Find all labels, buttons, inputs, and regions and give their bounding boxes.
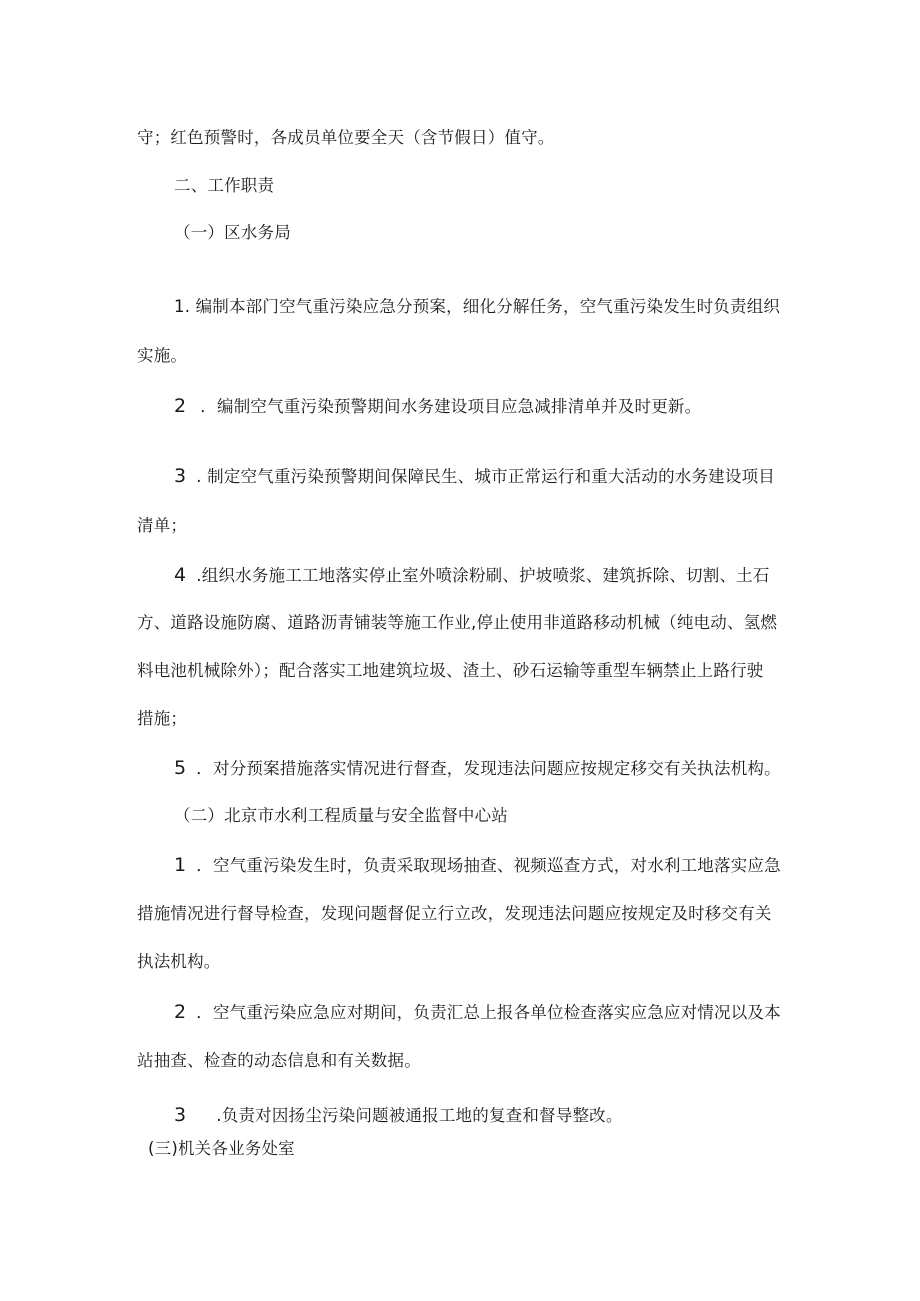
list-item-number: 5: [174, 757, 187, 779]
list-item-text: . 编制本部门空气重污染应急分预案，细化分解任务，空气重污染发生时负责组织: [184, 297, 781, 316]
list-item-number: 1: [174, 297, 185, 316]
list-item-number: 2: [174, 395, 187, 417]
list-item-number-line: [174, 465, 775, 488]
list-item-text: .负责对因扬尘污染问题被通报工地的复查和督导整改。: [216, 1106, 623, 1125]
list-item-number-line: [174, 854, 781, 877]
list-item-continuation: 执法机构。: [137, 952, 221, 971]
list-item-number-line: [174, 757, 781, 780]
list-item-number-line: [174, 1001, 781, 1024]
list-item-text: ．对分预案措施落实情况进行督查，发现违法问题应按规定移交有关执法机构。: [196, 759, 781, 778]
paragraph-line: 守；红色预警时，各成员单位要全天（含节假日）值守。: [137, 128, 555, 147]
list-item-number-line: [174, 1104, 623, 1127]
list-item-continuation: 措施情况进行督导检查，发现问题督促立行立改，发现违法问题应按规定及时移交有关: [137, 904, 772, 923]
list-item-number: 3: [174, 465, 187, 487]
list-item-number: 2: [174, 1001, 187, 1023]
list-item-text: .组织水务施工工地落实停止室外喷涂粉刷、护坡喷浆、建筑拆除、切割、土石: [196, 566, 770, 585]
list-item-continuation: 措施；: [137, 709, 188, 728]
list-item-continuation: 站抽查、检查的动态信息和有关数据。: [137, 1051, 421, 1070]
list-item-text: . 制定空气重污染预警期间保障民生、城市正常运行和重大活动的水务建设项目: [196, 467, 775, 486]
subsection-heading: （一）区水务局: [174, 223, 291, 242]
list-item-text: ．编制空气重污染预警期间水务建设项目应急减排清单并及时更新。: [200, 397, 702, 416]
list-item-continuation: 料电池机械除外）；配合落实工地建筑垃圾、渣土、砂石运输等重型车辆禁止上路行驶: [137, 661, 764, 680]
list-item-continuation: 方、道路设施防腐、道路沥青铺装等施工作业,停止使用非道路移动机械（纯电动、氢燃: [137, 613, 778, 632]
list-item-continuation: 实施。: [137, 346, 188, 365]
list-item-number-line: [174, 395, 701, 418]
list-item-number-line: [174, 296, 780, 318]
list-item-text: ．空气重污染应急应对期间，负责汇总上报各单位检查落实应急应对情况以及本: [196, 1003, 781, 1022]
section-heading: 二、工作职责: [174, 176, 275, 195]
subsection-heading: (三)机关各业务处室: [148, 1139, 295, 1158]
list-item-number-line: [174, 564, 770, 587]
list-item-continuation: 清单；: [137, 516, 188, 535]
list-item-number: 3: [174, 1104, 187, 1126]
list-item-number: 1: [174, 854, 187, 876]
list-item-text: ．空气重污染发生时，负责采取现场抽查、视频巡查方式，对水利工地落实应急: [196, 856, 781, 875]
list-item-number: 4: [174, 564, 187, 586]
subsection-heading: （二）北京市水利工程质量与安全监督中心站: [174, 806, 508, 825]
